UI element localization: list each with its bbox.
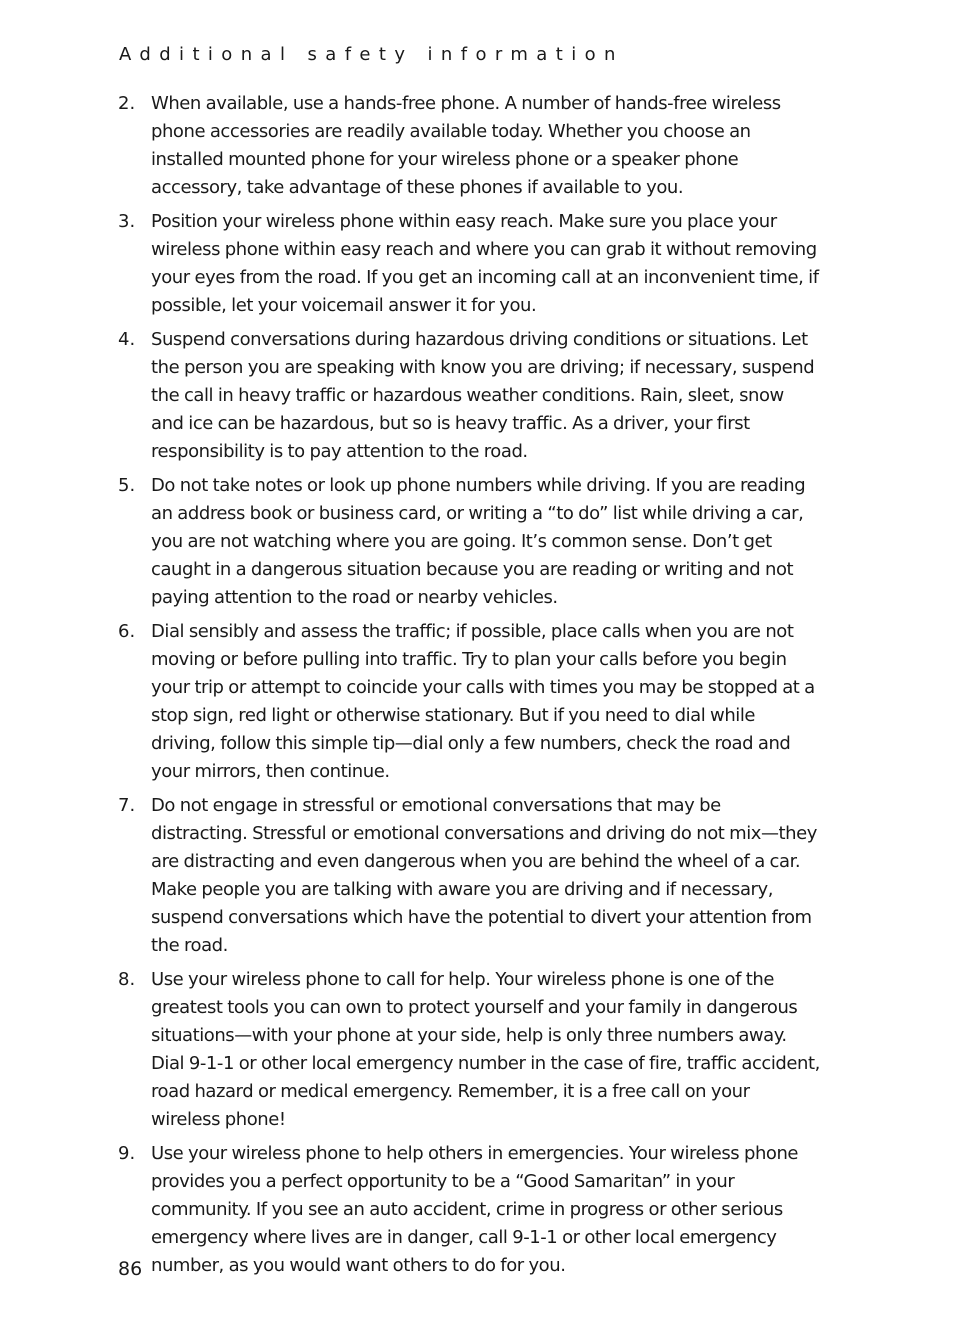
- list-item: [118, 326, 820, 466]
- item-text: Position your wireless phone within easy reach. Make sure you place your wireless phone within easy reach and where you can grab it without removing your eyes from the road. If you get an incoming call at an inconvenient time, if possible, let your voicemail answer it for you.: [151, 211, 819, 316]
- page-number: 86: [118, 1258, 143, 1280]
- list-item: [118, 90, 820, 202]
- item-text: Use your wireless phone to call for help. Your wireless phone is one of the greatest tools you can own to protect yourself and your family in dangerous situations—with your phone at your side, help is only three numbers away. Dial 9-1-1 or other local emergency number in the case of fire, traffic accident, road hazard or medical emergency. Remember, it is a free call on your wireless phone!: [151, 969, 820, 1130]
- item-number: 2.: [118, 93, 136, 114]
- list-item: [118, 618, 820, 786]
- list-item: [118, 1140, 820, 1280]
- item-number: 9.: [118, 1143, 136, 1164]
- item-text: Suspend conversations during hazardous driving conditions or situations. Let the person you are speaking with know you are driving; if necessary, suspend the call in heavy traffic or hazardous weather conditions. Rain, sleet, snow and ice can be hazardous, but so is heavy traffic. As a driver, your first responsibility is to pay attention to the road.: [151, 329, 815, 462]
- item-number: 7.: [118, 795, 136, 816]
- item-number: 5.: [118, 475, 136, 496]
- item-text: Dial sensibly and assess the traffic; if possible, place calls when you are not moving or before pulling into traffic. Try to plan your calls before you begin your trip or attempt to coincide your calls with times you may be stopped at a stop sign, red light or otherwise stationary. But if you need to dial while driving, follow this simple tip—dial only a few numbers, check the road and your mirrors, then continue.: [151, 621, 815, 782]
- list-item: [118, 472, 820, 612]
- item-number: 8.: [118, 969, 136, 990]
- list-item: [118, 208, 820, 320]
- running-header: Additional safety information: [119, 44, 624, 65]
- item-number: 3.: [118, 211, 136, 232]
- item-number: 4.: [118, 329, 136, 350]
- item-text: Use your wireless phone to help others in emergencies. Your wireless phone provides you a perfect opportunity to be a “Good Samaritan” in your community. If you see an auto accident, crime in progress or other serious emergency where lives are in danger, call 9-1-1 or other local emergency number, as you would want others to do for you.: [151, 1143, 799, 1276]
- item-number: 6.: [118, 621, 136, 642]
- list-item: [118, 792, 820, 960]
- list-item: [118, 966, 820, 1134]
- item-text: Do not take notes or look up phone numbers while driving. If you are reading an address book or business card, or writing a “to do” list while driving a car, you are not watching where you are going. It’s common sense. Don’t get caught in a dangerous situation because you are reading or writing and not paying attention to the road or nearby vehicles.: [151, 475, 806, 608]
- item-text: When available, use a hands-free phone. A number of hands-free wireless phone accessories are readily available today. Whether you choose an installed mounted phone for your wireless phone or a speaker phone accessory, take advantage of these phones if available to you.: [151, 93, 781, 198]
- item-text: Do not engage in stressful or emotional conversations that may be distracting. Stressful or emotional conversations and driving do not mix—they are distracting and even dangerous when you are behind the wheel of a car. Make people you are talking with aware you are driving and if necessary, suspend conversations which have the potential to divert your attention from the road.: [151, 795, 817, 956]
- safety-tips-list: [118, 90, 820, 1286]
